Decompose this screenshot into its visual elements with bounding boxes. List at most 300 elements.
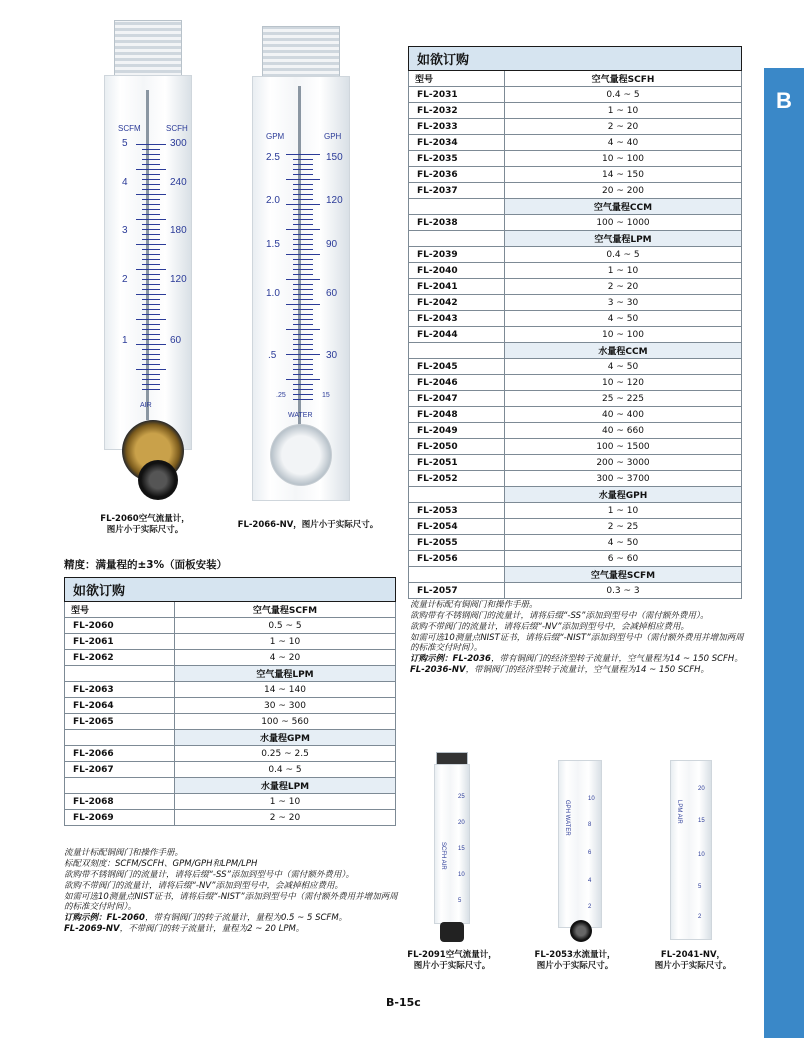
valve-knob (440, 922, 464, 942)
model-cell: FL-2050 (409, 439, 505, 455)
table-title: 如欲订购 (65, 578, 396, 602)
model-cell: FL-2043 (409, 311, 505, 327)
scale-tick (286, 279, 320, 280)
scale-tick (293, 189, 313, 190)
model-cell: FL-2036 (409, 167, 505, 183)
scale-tick (142, 214, 160, 215)
model-cell: FL-2055 (409, 535, 505, 551)
caption-line: FL-2041-NV， (660, 950, 726, 960)
medium-label: AIR (140, 402, 152, 409)
scale-label: 300 (170, 138, 187, 149)
model-cell: FL-2057 (409, 583, 505, 599)
model-cell: FL-2056 (409, 551, 505, 567)
note-line: 标配双刻度：SCFM/SCFH、GPM/GPH和LPM/LPH (64, 859, 258, 869)
scale-label: 20 (458, 820, 465, 826)
order-example (64, 913, 398, 923)
scale-tick (293, 324, 313, 325)
table-row (409, 551, 742, 567)
section-header: 水量程GPM (175, 730, 396, 746)
scale-tick (293, 194, 313, 195)
model-cell: FL-2053 (409, 503, 505, 519)
model-cell: FL-2044 (409, 327, 505, 343)
scale-tick (286, 354, 320, 355)
scale-tick (142, 274, 160, 275)
scale-tick (142, 224, 160, 225)
scale-tick (293, 314, 313, 315)
caption-fl2091 (398, 950, 506, 972)
order-table-right (408, 46, 742, 599)
note-line: 欲购带不锈钢阀门的流量计，请将后缀“-SS”添加到型号中（需付额外费用）。 (64, 870, 355, 880)
scale-tick (142, 389, 160, 390)
table-row (409, 583, 742, 599)
range-cell: 100 ~ 1500 (505, 439, 742, 455)
table-row (409, 87, 742, 103)
section-header-blank (409, 199, 505, 215)
scale-tick (286, 329, 320, 330)
table-row (409, 391, 742, 407)
note-line: 流量计标配有铜阀门和操作手册。 (410, 600, 538, 610)
section-header-blank (409, 343, 505, 359)
range-cell: 30 ~ 300 (175, 698, 396, 714)
scale-tick (136, 269, 166, 270)
caption-line: 图片小于实际尺寸。 (106, 525, 184, 535)
scale-tick (293, 174, 313, 175)
scale-tick (293, 209, 313, 210)
scale-label: 10 (458, 872, 465, 878)
scale-tick (142, 209, 160, 210)
flowmeter-fl2066-photo (248, 26, 358, 506)
scale-tick (142, 239, 160, 240)
scale-label: .5 (268, 350, 277, 361)
model-cell: FL-2041 (409, 279, 505, 295)
scale-tick (142, 384, 160, 385)
scale-label: 60 (170, 335, 182, 346)
section-header: 空气量程CCM (505, 199, 742, 215)
section-header: 空气量程SCFM (505, 567, 742, 583)
range-cell: 1 ~ 10 (175, 794, 396, 810)
range-cell: 4 ~ 50 (505, 359, 742, 375)
scale-tick (293, 234, 313, 235)
caption-line: FL-2091空气流量计， (407, 950, 497, 960)
section-header: 空气量程LPM (175, 666, 396, 682)
model-cell: FL-2049 (409, 423, 505, 439)
scale-label: 2.5 (266, 152, 280, 163)
section-header: 空气量程LPM (505, 231, 742, 247)
model-cell: FL-2042 (409, 295, 505, 311)
table-row (409, 119, 742, 135)
scale-label: 8 (588, 822, 592, 828)
page-number: B-15c (386, 996, 421, 1009)
note-line: 欲购带有不锈钢阀门的流量计，请将后缀“-SS”添加到型号中（需付额外费用）。 (410, 611, 709, 621)
scale-tick (293, 169, 313, 170)
unit-right-label: SCFH (166, 124, 188, 133)
flowmeter-fl2053-photo (556, 760, 606, 946)
scale-label: 5 (698, 884, 702, 890)
range-cell: 25 ~ 225 (505, 391, 742, 407)
example-model: FL-2036-NV (410, 665, 466, 675)
scale-tick (136, 219, 166, 220)
scale-label: 120 (326, 195, 343, 206)
range-cell: 1 ~ 10 (505, 503, 742, 519)
scale-tick (142, 349, 160, 350)
scale-tick (142, 379, 160, 380)
scale-tick (142, 164, 160, 165)
scale-unit-label: LPM AIR (676, 800, 682, 824)
section-header-blank (409, 567, 505, 583)
caption-line: 图片小于实际尺寸。 (413, 961, 491, 971)
model-cell: FL-2031 (409, 87, 505, 103)
scale-label: 5 (122, 138, 128, 149)
example-model: FL-2069-NV (64, 924, 120, 934)
scale-tick (142, 189, 160, 190)
scale-tick (293, 394, 313, 395)
table-row (409, 535, 742, 551)
section-header-blank (65, 730, 175, 746)
scale-tick (293, 374, 313, 375)
scale-label: 1.5 (266, 239, 280, 250)
caption-line: FL-2060空气流量计， (100, 514, 190, 524)
scale-label: 90 (326, 239, 338, 250)
range-cell: 2 ~ 25 (505, 519, 742, 535)
range-cell: 200 ~ 3000 (505, 455, 742, 471)
scale-tick (142, 174, 160, 175)
table-row (65, 746, 396, 762)
column-header-range: 空气量程SCFM (175, 602, 396, 618)
range-cell: 1 ~ 10 (175, 634, 396, 650)
table-row (409, 151, 742, 167)
model-cell: FL-2032 (409, 103, 505, 119)
table-row (409, 247, 742, 263)
scale-tick (293, 214, 313, 215)
scale-tick (142, 284, 160, 285)
scale-label: 4 (122, 177, 128, 188)
scale-tick (293, 239, 313, 240)
scale-tick (142, 374, 160, 375)
note-line: 如需可选10测量点NIST证书，请将后缀“-NIST”添加到型号中（需付额外费用并增加两周的标准交付时间）。 (64, 892, 398, 912)
section-header: 水量程LPM (175, 778, 396, 794)
model-cell: FL-2052 (409, 471, 505, 487)
note-line: 欲购不带阀门的流量计，请将后缀“-NV”添加到型号中，会减掉相应费用。 (64, 881, 344, 891)
table-row (65, 650, 396, 666)
unit-right-label: GPH (324, 132, 342, 141)
scale-tick (142, 279, 160, 280)
scale-tick (142, 364, 160, 365)
table-row (65, 810, 396, 826)
scale-tick (142, 184, 160, 185)
model-cell: FL-2069 (65, 810, 175, 826)
range-cell: 14 ~ 140 (175, 682, 396, 698)
model-cell: FL-2048 (409, 407, 505, 423)
table-row (65, 634, 396, 650)
range-cell: 2 ~ 20 (505, 119, 742, 135)
section-header-blank (409, 231, 505, 247)
scale-label: 180 (170, 225, 187, 236)
scale-tick (286, 229, 320, 230)
scale-tick (293, 219, 313, 220)
range-cell: 3 ~ 30 (505, 295, 742, 311)
scale-tick (293, 384, 313, 385)
table-row (65, 682, 396, 698)
section-header-row (65, 778, 396, 794)
order-example (64, 924, 398, 934)
model-cell: FL-2037 (409, 183, 505, 199)
valve-handle (138, 460, 178, 500)
scale-label: 2.0 (266, 195, 280, 206)
scale-tick (136, 294, 166, 295)
scale-unit-label: SCFH AIR (440, 842, 446, 870)
scale-unit-label: GPH WATER (564, 800, 570, 836)
scale-label: 25 (458, 794, 465, 800)
scale-tick (293, 349, 313, 350)
note-line: 流量计标配铜阀门和操作手册。 (64, 848, 184, 858)
range-cell: 40 ~ 400 (505, 407, 742, 423)
range-cell: 2 ~ 20 (175, 810, 396, 826)
scale-tick (293, 319, 313, 320)
section-header-blank (409, 487, 505, 503)
scale-tick (293, 284, 313, 285)
scale-tick (142, 204, 160, 205)
example-text: ，不带阀门的转子流量计，量程为2 ~ 20 LPM。 (119, 924, 305, 934)
table-title: 如欲订购 (409, 47, 742, 71)
scale-tick (286, 254, 320, 255)
scale-label: 15 (458, 846, 465, 852)
table-row (65, 618, 396, 634)
scale-label: 2 (588, 904, 592, 910)
example-model: FL-2060 (106, 913, 145, 923)
scale-tick (293, 164, 313, 165)
scale-tick (136, 194, 166, 195)
scale-label: 2 (698, 914, 702, 920)
scale-label: 240 (170, 177, 187, 188)
scale-tick (142, 159, 160, 160)
table-row (409, 423, 742, 439)
range-cell: 2 ~ 20 (505, 279, 742, 295)
range-cell: 14 ~ 150 (505, 167, 742, 183)
caption-fl2066: FL-2066-NV，图片小于实际尺寸。 (237, 520, 379, 530)
table-row (409, 135, 742, 151)
scale-tick (142, 264, 160, 265)
range-cell: 0.5 ~ 5 (175, 618, 396, 634)
table-row (65, 794, 396, 810)
scale-label: 10 (588, 796, 595, 802)
section-header: 水量程GPH (505, 487, 742, 503)
scale-tick (142, 329, 160, 330)
scale-tick (286, 204, 320, 205)
section-header-row (409, 487, 742, 503)
section-header: 水量程CCM (505, 343, 742, 359)
section-header-row (65, 730, 396, 746)
table-row (409, 471, 742, 487)
column-header-range: 空气量程SCFH (505, 71, 742, 87)
model-cell: FL-2039 (409, 247, 505, 263)
model-cell: FL-2034 (409, 135, 505, 151)
scale-label: 6 (588, 850, 592, 856)
table-row (409, 439, 742, 455)
model-cell: FL-2064 (65, 698, 175, 714)
valve-knob (270, 424, 332, 486)
model-cell: FL-2045 (409, 359, 505, 375)
example-model: FL-2036 (452, 654, 491, 664)
range-cell: 4 ~ 40 (505, 135, 742, 151)
table-row (409, 263, 742, 279)
scale-label: 1.0 (266, 288, 280, 299)
model-cell: FL-2038 (409, 215, 505, 231)
scale-tick (142, 234, 160, 235)
note-line: 欲购不带阀门的流量计，请将后缀“-NV”添加到型号中，会减掉相应费用。 (410, 622, 690, 632)
example-label: 订购示例： (64, 913, 107, 923)
range-cell: 20 ~ 200 (505, 183, 742, 199)
table-row (409, 103, 742, 119)
scale-label: 4 (588, 878, 592, 884)
scale-tick (293, 309, 313, 310)
table-row (409, 279, 742, 295)
scale-tick (136, 344, 166, 345)
scale-tick (136, 319, 166, 320)
scale-tick (142, 334, 160, 335)
scale-tick (293, 289, 313, 290)
example-text: ，带有铜阀门的转子流量计，量程为0.5 ~ 5 SCFM。 (144, 913, 348, 923)
unit-left-label: SCFM (118, 124, 141, 133)
model-cell: FL-2046 (409, 375, 505, 391)
model-cell: FL-2062 (65, 650, 175, 666)
table-row (65, 762, 396, 778)
model-cell: FL-2060 (65, 618, 175, 634)
flowmeter-fl2091-photo (430, 752, 474, 942)
column-header-model: 型号 (65, 602, 175, 618)
scale-label: 2 (122, 274, 128, 285)
range-cell: 1 ~ 10 (505, 103, 742, 119)
scale-tick (293, 364, 313, 365)
order-example (410, 665, 750, 675)
scale-tick (142, 179, 160, 180)
scale-tick (293, 184, 313, 185)
table-row (409, 407, 742, 423)
table-row (409, 327, 742, 343)
table-row (65, 698, 396, 714)
model-cell: FL-2054 (409, 519, 505, 535)
range-cell: 100 ~ 1000 (505, 215, 742, 231)
table-row (409, 359, 742, 375)
model-cell: FL-2040 (409, 263, 505, 279)
scale-tick (293, 274, 313, 275)
table-row (409, 167, 742, 183)
scale-tick (142, 199, 160, 200)
range-cell: 4 ~ 20 (175, 650, 396, 666)
scale-tick (293, 359, 313, 360)
range-cell: 1 ~ 10 (505, 263, 742, 279)
section-header-row (409, 567, 742, 583)
order-table-left (64, 577, 396, 826)
range-cell: 10 ~ 100 (505, 327, 742, 343)
model-cell: FL-2061 (65, 634, 175, 650)
scale-tick (293, 369, 313, 370)
model-cell: FL-2063 (65, 682, 175, 698)
range-cell: 4 ~ 50 (505, 535, 742, 551)
scale-tick (293, 259, 313, 260)
scale-tick (142, 299, 160, 300)
scale-tick (293, 389, 313, 390)
range-cell: 0.4 ~ 5 (505, 87, 742, 103)
valve-knob (570, 920, 592, 942)
range-cell: 10 ~ 100 (505, 151, 742, 167)
model-cell: FL-2066 (65, 746, 175, 762)
scale-tick (286, 379, 320, 380)
table-row (409, 503, 742, 519)
table-row (409, 519, 742, 535)
range-cell: 10 ~ 120 (505, 375, 742, 391)
section-header-row (409, 231, 742, 247)
scale-tick (286, 304, 320, 305)
scale-label: 15 (698, 818, 705, 824)
table-row (409, 455, 742, 471)
scale-tick (142, 309, 160, 310)
table-row (409, 215, 742, 231)
scale-tick (142, 339, 160, 340)
unit-left-label: GPM (266, 132, 285, 141)
flowmeter-fl2060-photo (100, 20, 200, 510)
scale-tick (142, 289, 160, 290)
section-header-row (65, 666, 396, 682)
model-cell: FL-2067 (65, 762, 175, 778)
scale-tick (293, 399, 313, 400)
scale-tick (136, 144, 166, 145)
caption-line: 图片小于实际尺寸。 (654, 961, 732, 971)
scale-tick (293, 159, 313, 160)
range-cell: 300 ~ 3700 (505, 471, 742, 487)
scale-tick (142, 324, 160, 325)
range-cell: 6 ~ 60 (505, 551, 742, 567)
range-cell: 0.4 ~ 5 (175, 762, 396, 778)
scale-label: 30 (326, 350, 338, 361)
section-header-row (409, 199, 742, 215)
table-row (409, 375, 742, 391)
scale-label: 1 (122, 335, 128, 346)
example-text: ，带铜阀门的经济型转子流量计，空气量程为14 ~ 150 SCFH。 (465, 665, 710, 675)
column-header-model: 型号 (409, 71, 505, 87)
scale-tick (293, 294, 313, 295)
scale-tick (136, 369, 166, 370)
flowmeter-fl2041-photo (668, 760, 716, 946)
scale-tick (286, 179, 320, 180)
model-cell: FL-2068 (65, 794, 175, 810)
caption-line: 图片小于实际尺寸。 (536, 961, 614, 971)
notes-right (410, 600, 750, 676)
section-header-blank (65, 666, 175, 682)
range-cell: 0.25 ~ 2.5 (175, 746, 396, 762)
table-row (65, 714, 396, 730)
scale-tick (293, 199, 313, 200)
scale-label: 60 (326, 288, 338, 299)
scale-tick (293, 299, 313, 300)
model-cell: FL-2065 (65, 714, 175, 730)
section-header-blank (65, 778, 175, 794)
medium-label: WATER (288, 412, 313, 419)
caption-fl2053 (520, 950, 630, 972)
scale-tick (142, 314, 160, 315)
scale-tick (293, 244, 313, 245)
scale-tick (136, 244, 166, 245)
model-cell: FL-2051 (409, 455, 505, 471)
table-row (409, 295, 742, 311)
caption-fl2060 (80, 514, 210, 536)
example-text: ，带有铜阀门的经济型转子流量计，空气量程为14 ~ 150 SCFH。 (490, 654, 743, 664)
scale-label: 15 (322, 392, 330, 399)
order-example (410, 654, 750, 664)
range-cell: 100 ~ 560 (175, 714, 396, 730)
scale-tick (142, 254, 160, 255)
scale-label: 150 (326, 152, 343, 163)
range-cell: 0.3 ~ 3 (505, 583, 742, 599)
